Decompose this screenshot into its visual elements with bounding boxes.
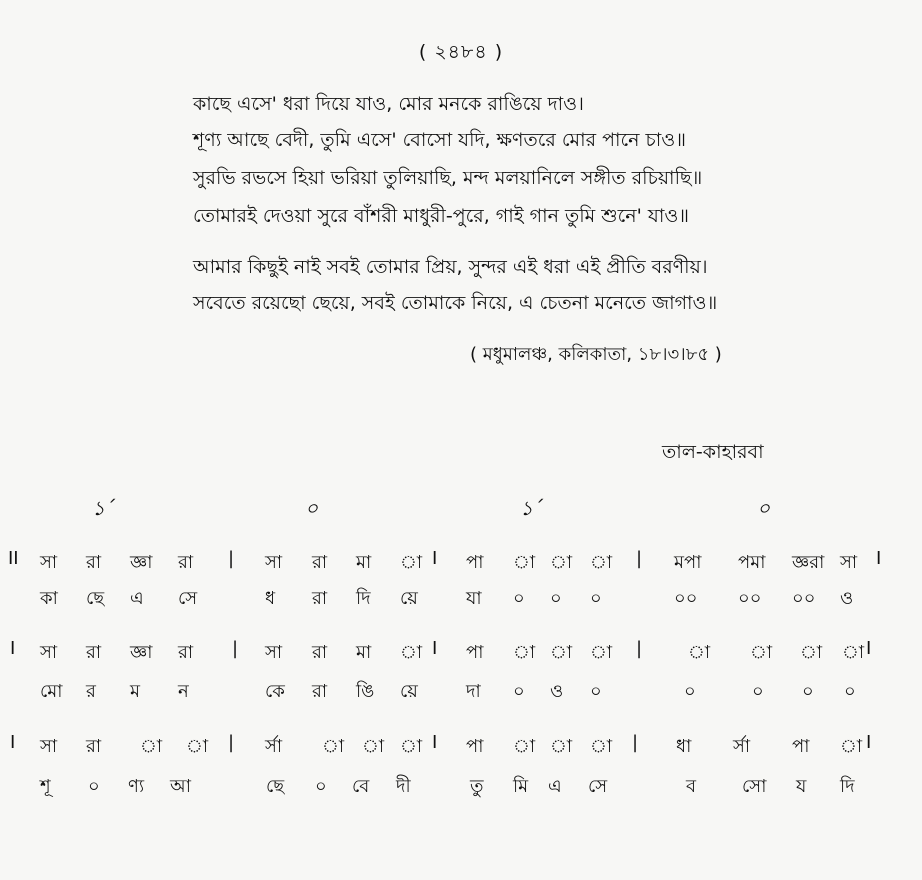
swara-note: পমা xyxy=(738,552,766,573)
swara-note: া xyxy=(513,736,536,757)
bar-line: I xyxy=(432,732,438,753)
swara-note: া xyxy=(513,642,536,663)
swara-note: ধা xyxy=(676,736,692,757)
lyric-syllable: য xyxy=(796,776,807,797)
swara-note: া xyxy=(550,642,573,663)
swara-row xyxy=(0,638,922,668)
bar-line: | xyxy=(636,548,643,569)
swara-note: া xyxy=(400,552,423,573)
swara-note: া xyxy=(590,642,613,663)
bar-line: | xyxy=(632,732,639,753)
lyric-line: আমার কিছুই নাই সবই তোমার প্রিয়, সুন্দর এই ধরা এই প্রীতি বরণীয়। xyxy=(193,256,708,278)
swara-note: মপা xyxy=(674,552,702,573)
bol-row xyxy=(0,584,922,614)
lyric-syllable: যা xyxy=(466,588,482,609)
lyric-syllable: ০ xyxy=(88,776,100,797)
tala-label: তাল-কাহারবা xyxy=(662,441,764,463)
swara-note: া xyxy=(800,642,823,663)
swara-note: সা xyxy=(265,642,283,663)
swara-note: পা xyxy=(466,552,484,573)
lyric-syllable: তু xyxy=(470,776,484,797)
lyric-syllable: ০ xyxy=(590,681,602,702)
swara-note: পা xyxy=(466,736,484,757)
swara-note: মা xyxy=(356,552,372,573)
lyric-syllable: ০০ xyxy=(674,588,698,609)
lyric-syllable: বে xyxy=(352,776,370,797)
swara-note: রা xyxy=(312,642,328,663)
lyric-syllable: ছে xyxy=(266,776,285,797)
swara-note: া xyxy=(550,736,573,757)
lyric-syllable: দি xyxy=(840,776,855,797)
lyric-syllable: ০ xyxy=(513,681,525,702)
swara-note: রা xyxy=(86,642,102,663)
swara-note: রা xyxy=(178,552,194,573)
page-number: ( ২৪৮৪ ) xyxy=(418,41,504,63)
bol-row xyxy=(0,677,922,707)
bar-line: | xyxy=(228,548,235,569)
lyric-line: শূণ্য আছে বেদী, তুমি এসে' বোসো যদি, ক্ষণতরে মোর পানে চাও॥ xyxy=(193,129,687,151)
lyric-syllable: য়ে xyxy=(400,681,418,702)
lyric-syllable: সে xyxy=(588,776,608,797)
lyric-syllable: রা xyxy=(312,588,328,609)
swara-note: া xyxy=(400,736,423,757)
lyric-syllable: ও xyxy=(840,588,854,609)
lyric-syllable: ছে xyxy=(86,588,105,609)
lyric-syllable: ণ্য xyxy=(128,776,145,797)
swara-note: া xyxy=(688,642,711,663)
swara-note: া xyxy=(140,736,163,757)
lyric-syllable: কে xyxy=(265,681,285,702)
swara-note: রা xyxy=(312,552,328,573)
lyric-line: তোমারই দেওয়া সুরে বাঁশরী মাধুরী-পুরে, গাই গান তুমি শুনে' যাও॥ xyxy=(193,205,690,227)
row-end-bar: I xyxy=(866,732,872,753)
lyric-syllable: কা xyxy=(40,588,58,609)
lyric-syllable: এ xyxy=(548,776,562,797)
swara-note: মা xyxy=(356,642,372,663)
swara-note: সা xyxy=(40,642,58,663)
lyric-syllable: রা xyxy=(312,681,328,702)
swara-note: া xyxy=(362,736,385,757)
lyric-syllable: ০ xyxy=(590,588,602,609)
lyric-syllable: ঙি xyxy=(356,681,375,702)
composition-credit: ( মধুমালঞ্চ, কলিকাতা, ১৮।৩।৮৫ ) xyxy=(470,344,722,365)
swara-note: জ্ঞা xyxy=(130,552,153,573)
swara-note: র্সা xyxy=(265,736,283,757)
lyric-syllable: সো xyxy=(742,776,767,797)
lyric-syllable: ও xyxy=(550,681,564,702)
lyric-syllable: মি xyxy=(513,776,529,797)
swara-note: পা xyxy=(466,642,484,663)
beat-mark: ০ xyxy=(305,496,319,520)
swara-note: সা xyxy=(840,552,858,573)
lyric-syllable: ০ xyxy=(513,588,525,609)
swara-note: া xyxy=(550,552,573,573)
row-start-bar: II xyxy=(8,548,19,569)
row-start-bar: I xyxy=(10,732,16,753)
swara-note: রা xyxy=(86,552,102,573)
swara-note: র্সা xyxy=(733,736,751,757)
lyric-syllable: দা xyxy=(466,681,481,702)
lyric-syllable: দী xyxy=(396,776,411,797)
swara-note: সা xyxy=(40,736,58,757)
bar-line: | xyxy=(228,732,235,753)
swara-note: পা xyxy=(792,736,810,757)
lyric-syllable: ০ xyxy=(550,588,562,609)
row-end-bar: I xyxy=(876,548,882,569)
lyric-syllable: ব xyxy=(686,776,697,797)
swara-note: া xyxy=(840,736,863,757)
swara-note: রা xyxy=(178,642,194,663)
lyric-line: সুরভি রভসে হিয়া ভরিয়া তুলিয়াছি, মন্দ মলয়ানিলে সঙ্গীত রচিয়াছি॥ xyxy=(193,167,703,189)
bar-line: | xyxy=(636,638,643,659)
lyric-syllable: আ xyxy=(170,776,191,797)
row-start-bar: I xyxy=(10,638,16,659)
row-end-bar: I xyxy=(866,638,872,659)
bol-row xyxy=(0,772,922,802)
swara-note: সা xyxy=(265,552,283,573)
bar-line: I xyxy=(432,638,438,659)
swara-note: া xyxy=(842,642,865,663)
swara-note: রা xyxy=(86,736,102,757)
bar-line: | xyxy=(232,638,239,659)
swara-note: া xyxy=(590,552,613,573)
lyric-syllable: ০ xyxy=(315,776,327,797)
swara-row xyxy=(0,732,922,762)
swara-note: সা xyxy=(40,552,58,573)
swara-note: জ্ঞরা xyxy=(792,552,825,573)
swara-note: া xyxy=(750,642,773,663)
lyric-syllable: মো xyxy=(40,681,63,702)
lyric-syllable: ০ xyxy=(752,681,764,702)
swara-note: জ্ঞা xyxy=(130,642,153,663)
beat-mark: ০ xyxy=(757,496,771,520)
lyric-syllable: ০০ xyxy=(792,588,816,609)
lyric-line: সবেতে রয়েছো ছেয়ে, সবই তোমাকে নিয়ে, এ চেতনা মনেতে জাগাও॥ xyxy=(193,292,718,314)
lyric-syllable: য়ে xyxy=(400,588,418,609)
bar-line: I xyxy=(432,548,438,569)
lyric-line: কাছে এসে' ধরা দিয়ে যাও, মোর মনকে রাঙিয়ে দাও। xyxy=(193,93,584,115)
lyric-syllable: ন xyxy=(178,681,189,702)
lyric-syllable: সে xyxy=(178,588,198,609)
beat-mark: ১´ xyxy=(92,496,115,520)
lyric-syllable: ০ xyxy=(684,681,696,702)
lyric-syllable: এ xyxy=(130,588,144,609)
swara-row xyxy=(0,548,922,578)
lyric-syllable: ম xyxy=(130,681,140,702)
lyric-syllable: শূ xyxy=(40,776,51,797)
lyric-syllable: র xyxy=(86,681,96,702)
lyric-syllable: ধ xyxy=(265,588,276,609)
swara-note: া xyxy=(322,736,345,757)
lyric-syllable: ০০ xyxy=(738,588,762,609)
lyric-syllable: দি xyxy=(356,588,371,609)
swara-note: া xyxy=(513,552,536,573)
beat-mark: ১´ xyxy=(520,496,543,520)
swara-note: া xyxy=(590,736,613,757)
swara-note: া xyxy=(186,736,209,757)
lyric-syllable: ০ xyxy=(802,681,814,702)
lyric-syllable: ০ xyxy=(844,681,856,702)
swara-note: া xyxy=(400,642,423,663)
